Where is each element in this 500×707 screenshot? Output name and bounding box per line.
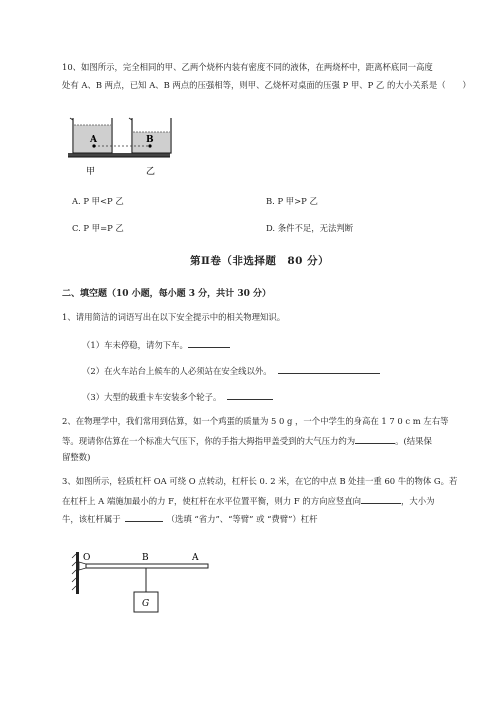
q1-sub2 (82, 364, 380, 377)
q2-line1: 2、在物理学中，我们常用到估算，如一个鸡蛋的质量为 5 0 g ，一个中学生的身高在 1 7 0 c m 左右等 (62, 416, 449, 426)
q2-line2 (62, 434, 432, 447)
point-a-label: A (90, 135, 97, 145)
label-a: A (192, 553, 199, 563)
q3-blank2[interactable] (125, 512, 163, 522)
q3-line2 (62, 494, 434, 507)
q1-sub3-text: （3）大型的载重卡车安装多个轮子。 (82, 392, 222, 402)
caption-yi: 乙 (146, 167, 156, 177)
q2-line3: 留整数) (62, 452, 91, 462)
q1-blank1[interactable] (188, 338, 230, 348)
label-b: B (142, 553, 149, 563)
q3-line3-end: （选填 “省力”、“等臂” 或 “费臂”）杠杆 (166, 514, 318, 524)
q1-blank3[interactable] (227, 390, 273, 400)
caption-jia: 甲 (86, 167, 96, 177)
label-g: G (142, 599, 150, 609)
q1-sub3 (82, 390, 273, 403)
option-a: A. P 甲<P 乙 (72, 196, 124, 206)
q10-line2: 处有 A、B 两点，已知 A、B 两点的压强相等，则甲、乙烧杯对桌面的压强 P 甲、P 乙 的大小关系是（ ） (62, 80, 471, 90)
option-d: D. 条件不足，无法判断 (266, 223, 354, 233)
point-b-label: B (146, 135, 154, 145)
q1-sub1 (82, 338, 230, 351)
q10-line1: 10、如图所示，完全相同的甲、乙两个烧杯内装有密度不同的液体，在两烧杯中，距离杯底同一高度 (62, 62, 433, 72)
part2-title: 第Ⅱ卷（非选择题 80 分） (190, 255, 330, 267)
q1-sub1-text: （1）车未停稳，请勿下车。 (82, 340, 188, 350)
q2-line2-text: 等。现请你估算在一个标准大气压下，你的手指大拇指甲盖受到的大气压力约为 (62, 436, 356, 446)
label-o: O (83, 553, 91, 563)
beakers-figure (60, 112, 190, 182)
q3-line3-text: 牛，该杠杆属于 (62, 514, 121, 524)
q3-line2-end: ，大小为 (400, 496, 435, 506)
q1-stem: 1、请用简洁的词语写出在以下安全提示中的相关物理知识。 (62, 312, 286, 322)
q3-line1: 3、如图所示，轻质杠杆 OA 可绕 O 点转动，杠杆长 0. 2 米，在它的中点 B 处挂一重 60 牛的物体 G。若 (62, 476, 458, 486)
q2-blank[interactable] (355, 434, 395, 444)
option-b: B. P 甲>P 乙 (266, 196, 318, 206)
q3-line2-text: 在杠杆上 A 端施加最小的力 F，使杠杆在水平位置平衡，则力 F 的方向应竖直向 (62, 496, 361, 506)
q1-blank2[interactable] (278, 364, 380, 374)
q1-sub2-text: （2）在火车站台上候车的人必须站在安全线以外。 (82, 366, 272, 376)
option-c: C. P 甲=P 乙 (72, 223, 124, 233)
lever-figure (68, 546, 218, 616)
q3-blank1[interactable] (361, 494, 401, 504)
q2-line2-end: 。(结果保 (395, 436, 432, 446)
section-title: 二、填空题（10 小题，每小题 3 分，共计 30 分） (62, 289, 271, 299)
q3-line3 (62, 512, 318, 525)
